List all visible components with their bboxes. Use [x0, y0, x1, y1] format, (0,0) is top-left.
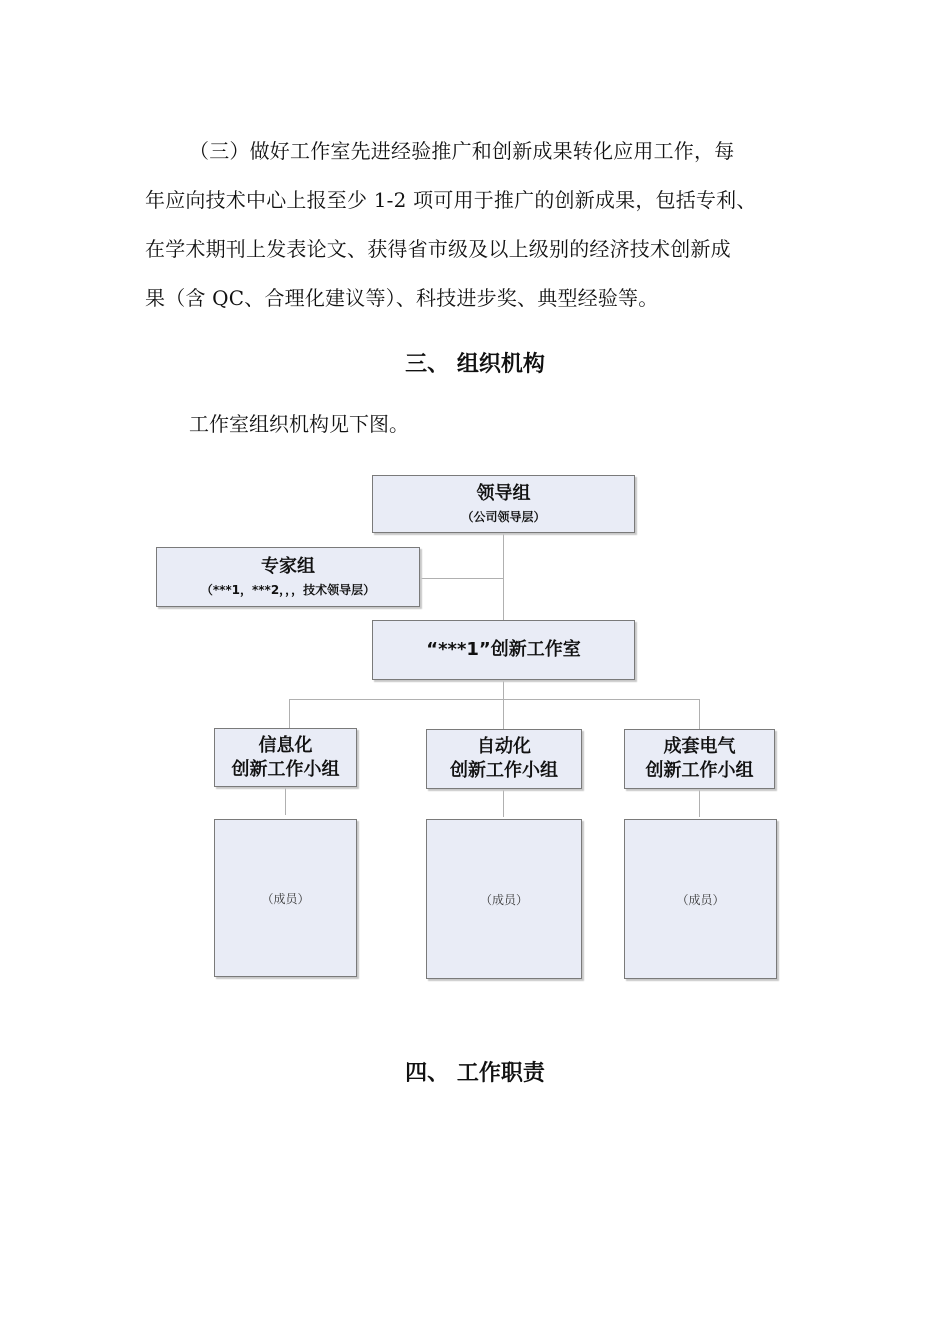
- members-box: [426, 819, 582, 979]
- connector-line: [503, 699, 504, 730]
- group-box-automation: [426, 729, 582, 789]
- connector-line: [503, 789, 504, 817]
- members-box: [624, 819, 777, 979]
- connector-line: [503, 533, 504, 621]
- paragraph: [145, 127, 805, 323]
- members-label: （成员）: [676, 892, 725, 907]
- paragraph-line: （三）做好工作室先进经验推广和创新成果转化应用工作，每: [189, 139, 735, 163]
- connector-line: [699, 699, 700, 729]
- section-heading-organization: 三、 组织机构: [405, 352, 545, 377]
- group-box-complete-electrical: [624, 729, 775, 789]
- group-title-line: 创新工作小组: [450, 760, 558, 781]
- group-title-line: 信息化: [258, 734, 313, 756]
- leadership-title: 领导组: [476, 483, 531, 504]
- connector-line: [289, 699, 290, 729]
- connector-line: [285, 787, 286, 815]
- members-box: [214, 819, 357, 977]
- connector-line: [420, 578, 504, 579]
- section-intro: 工作室组织机构见下图。: [189, 412, 409, 436]
- members-label: （成员）: [479, 892, 528, 907]
- leadership-subtitle: （公司领导层）: [461, 510, 546, 524]
- experts-subtitle: （***1，***2，，，技术领导层）: [200, 583, 376, 597]
- group-box-informatization: [214, 728, 357, 787]
- group-title-line: 创新工作小组: [231, 758, 340, 780]
- paragraph-line: 年应向技术中心上报至少 1-2 项可用于推广的创新成果，包括专利、: [145, 188, 757, 212]
- group-title-line: 创新工作小组: [645, 760, 754, 781]
- paragraph-line: 果（含 QC、合理化建议等）、科技进步奖、典型经验等。: [145, 286, 659, 310]
- connector-line: [289, 699, 700, 700]
- studio-box: [372, 620, 635, 680]
- group-title-line: 自动化: [477, 736, 531, 757]
- group-title-line: 成套电气: [663, 736, 736, 757]
- studio-title: “***1”创新工作室: [426, 639, 581, 660]
- leadership-box: [372, 475, 635, 533]
- experts-box: [156, 547, 420, 607]
- section-heading-responsibilities: 四、 工作职责: [405, 1061, 545, 1086]
- connector-line: [503, 680, 504, 700]
- experts-title: 专家组: [261, 556, 315, 577]
- paragraph-line: 在学术期刊上发表论文、获得省市级及以上级别的经济技术创新成: [145, 237, 731, 261]
- members-label: （成员）: [261, 891, 310, 906]
- connector-line: [699, 789, 700, 817]
